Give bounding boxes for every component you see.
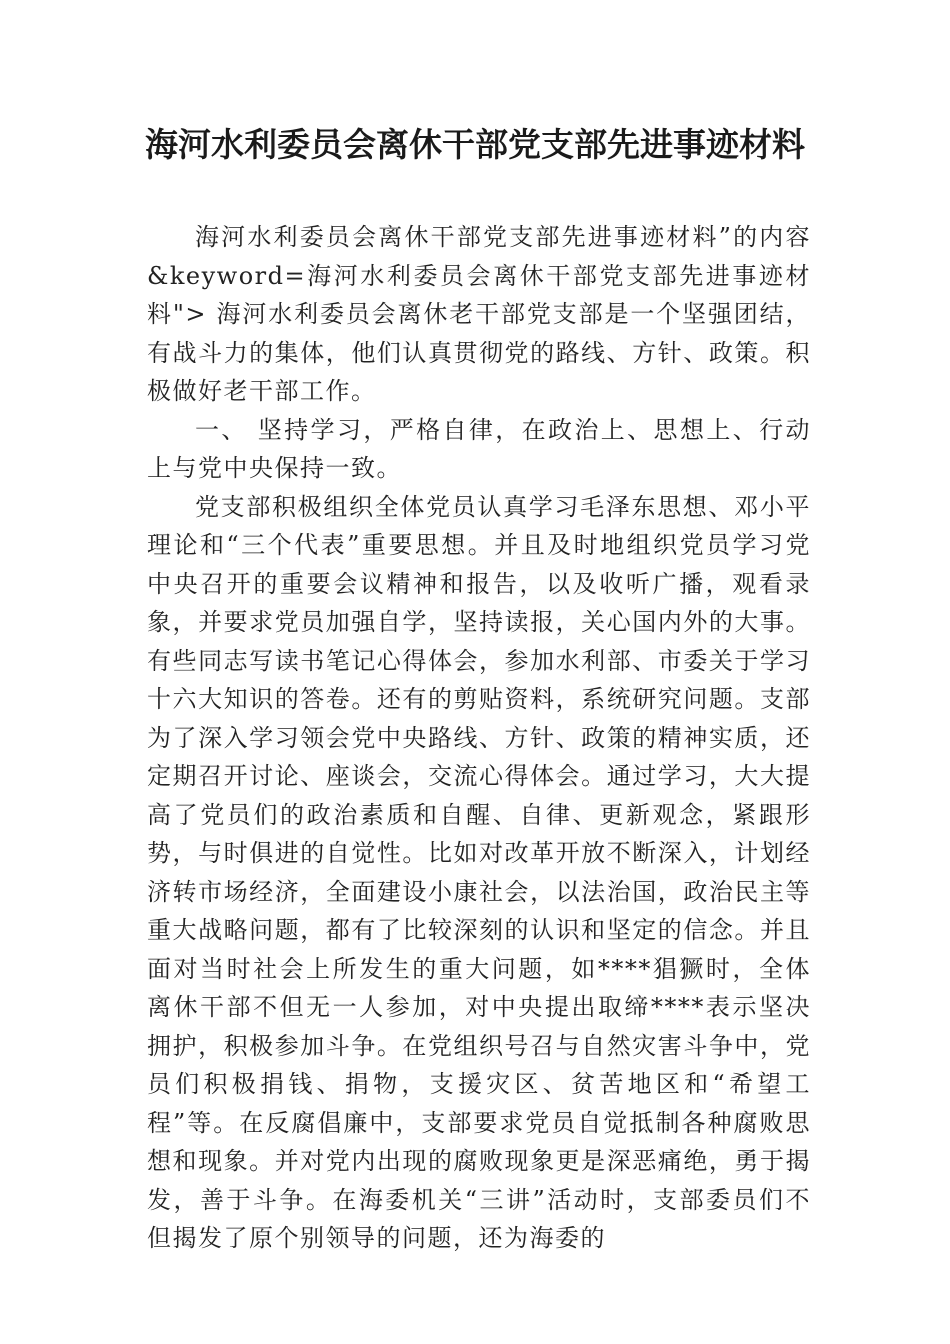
paragraph-section-heading: 一、 坚持学习，严格自律，在政治上、思想上、行动上与党中央保持一致。 (147, 415, 811, 482)
paragraph-intro: 海河水利委员会离休干部党支部先进事迹材料”的内容&keyword=海河水利委员会离休干部党支部先进事迹材料"> 海河水利委员会离休老干部党支部是一个坚强团结，有战斗力的集体，他们认真贯彻党的路线、方针、政策。积极做好老干部工作。 (147, 223, 811, 405)
document-body (147, 218, 811, 1258)
document-title: 海河水利委员会离休干部党支部先进事迹材料 (145, 125, 805, 164)
paragraph-study: 党支部积极组织全体党员认真学习毛泽东思想、邓小平理论和“三个代表”重要思想。并且及时地组织党员学习党中央召开的重要会议精神和报告，以及收听广播，观看录象，并要求党员加强自学，坚持读报，关心国内外的大事。有些同志写读书笔记心得体会，参加水利部、市委关于学习十六大知识的答卷。还有的剪贴资料，系统研究问题。支部为了深入学习领会党中央路线、方针、政策的精神实质，还定期召开讨论、座谈会，交流心得体会。通过学习，大大提高了党员们的政治素质和自醒、自律、更新观念，紧跟形势，与时俱进的自觉性。比如对改革开放不断深入，计划经济转市场经济，全面建设小康社会，以法治国，政治民主等重大战略问题，都有了比较深刻的认识和坚定的信念。并且面对当时社会上所发生的重大问题，如****猖獗时，全体离休干部不但无一人参加，对中央提出取缔****表示坚决拥护，积极参加斗争。在党组织号召与自然灾害斗争中，党员们积极捐钱、捐物，支援灾区、贫苦地区和“希望工程”等。在反腐倡廉中，支部要求党员自觉抵制各种腐败思想和现象。并对党内出现的腐败现象更是深恶痛绝，勇于揭发，善于斗争。在海委机关“三讲”活动时，支部委员们不但揭发了原个别领导的问题，还为海委的 (147, 492, 811, 1252)
